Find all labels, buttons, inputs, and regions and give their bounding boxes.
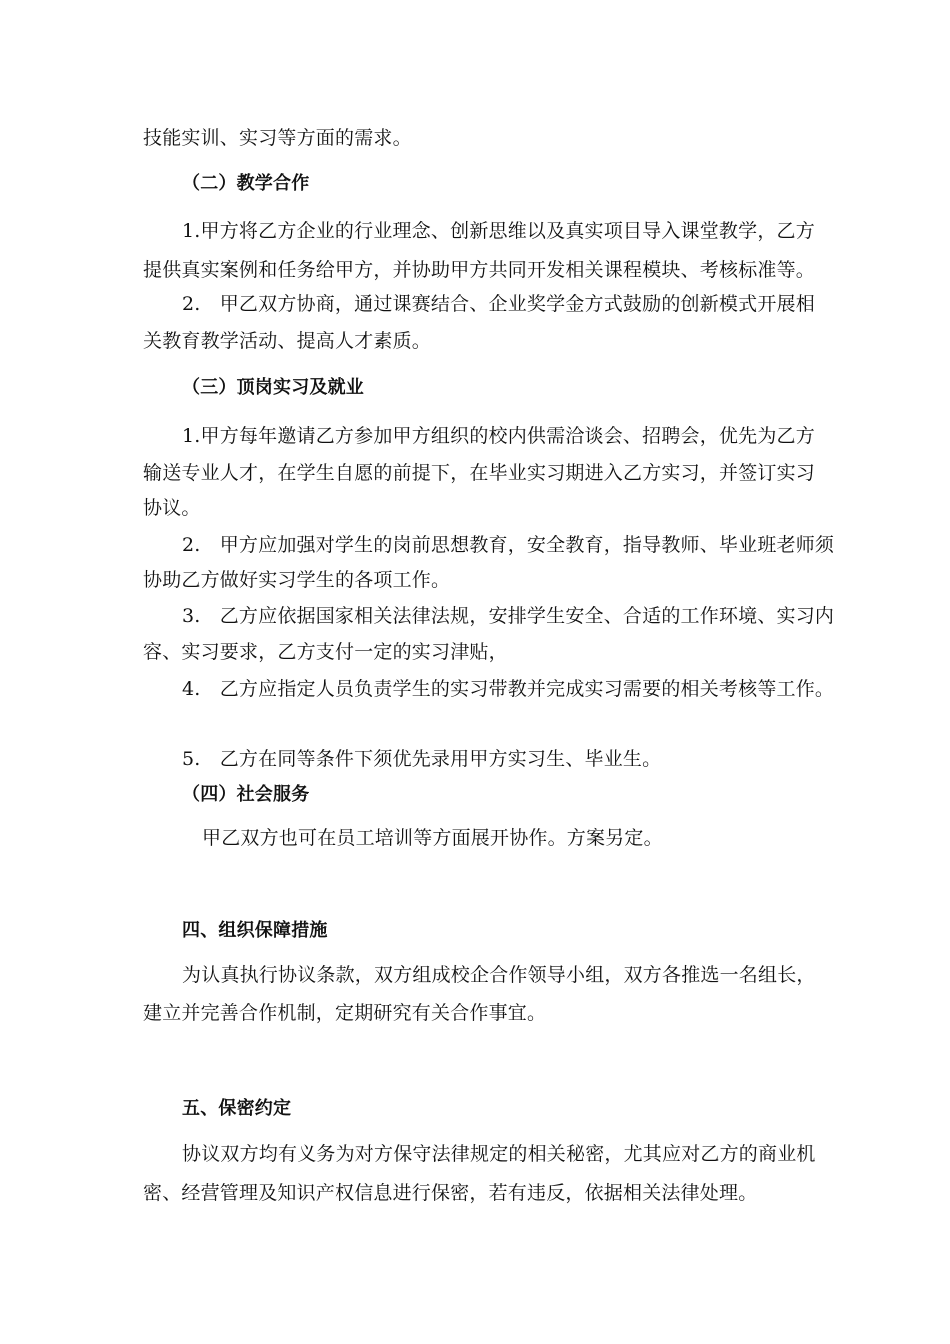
- body-line: 建立并完善合作机制，定期研究有关合作事宜。: [143, 1002, 547, 1024]
- body-line: 3. 乙方应依据国家相关法律法规，安排学生安全、合适的工作环境、实习内: [182, 605, 835, 627]
- body-line: 2. 甲方应加强对学生的岗前思想教育，安全教育，指导教师、毕业班老师须: [182, 534, 835, 556]
- body-line: 关教育教学活动、提高人才素质。: [143, 330, 432, 352]
- body-line: 密、经营管理及知识产权信息进行保密，若有违反，依据相关法律处理。: [143, 1182, 758, 1204]
- body-line: 协议双方均有义务为对方保守法律规定的相关秘密，尤其应对乙方的商业机: [182, 1143, 816, 1165]
- section-heading-confidentiality: 五、保密约定: [182, 1098, 292, 1119]
- section-heading-teaching-cooperation: （二）教学合作: [182, 173, 310, 194]
- body-line: 4. 乙方应指定人员负责学生的实习带教并完成实习需要的相关考核等工作。: [182, 678, 835, 700]
- body-line: 协助乙方做好实习学生的各项工作。: [143, 569, 451, 591]
- body-line: 提供真实案例和任务给甲方，并协助甲方共同开发相关课程模块、考核标准等。: [143, 259, 816, 281]
- section-heading-social-service: （四）社会服务: [182, 784, 310, 805]
- body-line: 2. 甲乙双方协商，通过课赛结合、企业奖学金方式鼓励的创新模式开展相: [182, 293, 815, 315]
- body-line: 甲乙双方也可在员工培训等方面展开协作。方案另定。: [202, 827, 663, 849]
- body-line: 5. 乙方在同等条件下须优先录用甲方实习生、毕业生。: [182, 748, 662, 770]
- body-line: 为认真执行协议条款，双方组成校企合作领导小组，双方各推选一名组长，: [182, 964, 816, 986]
- body-line: 协议。: [143, 497, 201, 519]
- body-line: 1.甲方每年邀请乙方参加甲方组织的校内供需洽谈会、招聘会，优先为乙方: [182, 425, 815, 447]
- body-line: 输送专业人才，在学生自愿的前提下，在毕业实习期进入乙方实习，并签订实习: [143, 462, 816, 484]
- section-heading-internship-employment: （三）顶岗实习及就业: [182, 377, 364, 398]
- body-line: 技能实训、实习等方面的需求。: [143, 127, 412, 149]
- section-heading-organization: 四、组织保障措施: [182, 920, 328, 941]
- body-line: 1.甲方将乙方企业的行业理念、创新思维以及真实项目导入课堂教学，乙方: [182, 220, 815, 242]
- body-line: 容、实习要求，乙方支付一定的实习津贴，: [143, 641, 508, 663]
